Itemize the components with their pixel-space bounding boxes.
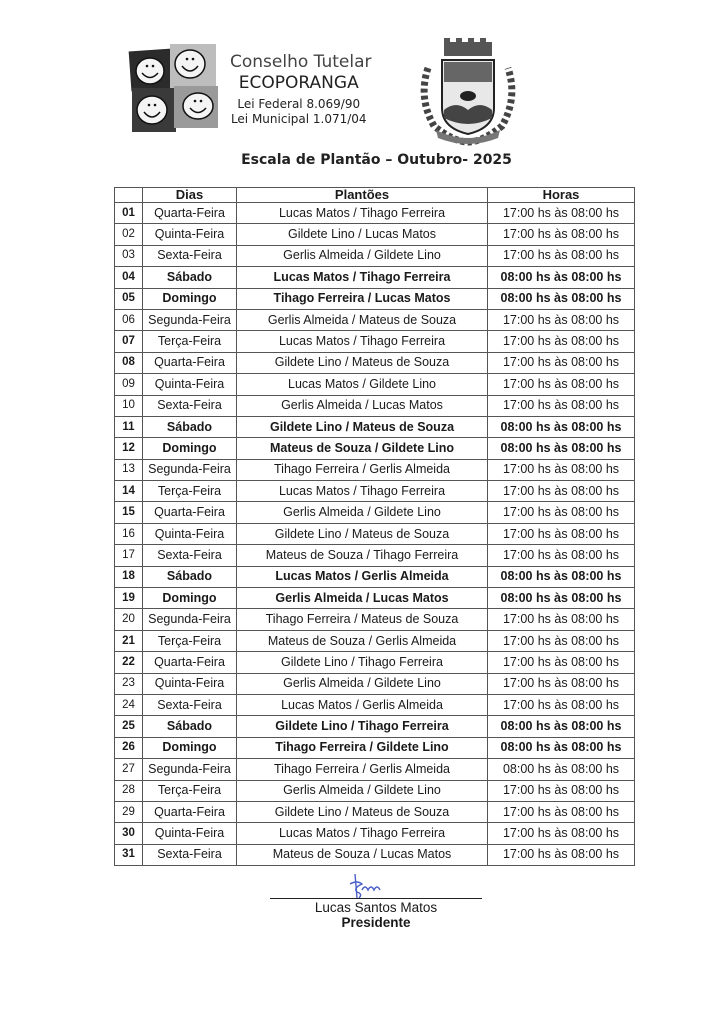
org-name: Conselho Tutelar <box>230 52 372 72</box>
column-header-number <box>115 188 143 203</box>
hours-cell: 17:00 hs às 08:00 hs <box>488 823 635 844</box>
table-row <box>115 481 635 502</box>
document-title: Escala de Plantão – Outubro- 2025 <box>241 152 512 168</box>
day-number-cell: 27 <box>115 759 143 780</box>
table-row <box>115 416 635 437</box>
shift-cell: Lucas Matos / Tihago Ferreira <box>237 203 488 224</box>
hours-cell: 08:00 hs às 08:00 hs <box>488 759 635 780</box>
hours-cell: 17:00 hs às 08:00 hs <box>488 331 635 352</box>
hours-cell: 17:00 hs às 08:00 hs <box>488 523 635 544</box>
table-row <box>115 673 635 694</box>
weekday-cell: Sexta-Feira <box>143 245 237 266</box>
hours-cell: 17:00 hs às 08:00 hs <box>488 309 635 330</box>
weekday-cell: Segunda-Feira <box>143 309 237 330</box>
shift-cell: Gildete Lino / Lucas Matos <box>237 224 488 245</box>
weekday-cell: Terça-Feira <box>143 331 237 352</box>
day-number-cell: 13 <box>115 459 143 480</box>
table-row <box>115 630 635 651</box>
signatory-name: Lucas Santos Matos <box>314 900 438 915</box>
hours-cell: 17:00 hs às 08:00 hs <box>488 780 635 801</box>
shift-cell: Lucas Matos / Gildete Lino <box>237 374 488 395</box>
table-row <box>115 801 635 822</box>
weekday-cell: Segunda-Feira <box>143 609 237 630</box>
duty-schedule-table <box>114 187 635 866</box>
shift-cell: Gildete Lino / Tihago Ferreira <box>237 716 488 737</box>
hours-cell: 17:00 hs às 08:00 hs <box>488 481 635 502</box>
shift-cell: Gerlis Almeida / Gildete Lino <box>237 502 488 523</box>
shift-cell: Gerlis Almeida / Gildete Lino <box>237 673 488 694</box>
weekday-cell: Quarta-Feira <box>143 352 237 373</box>
shift-cell: Lucas Matos / Gerlis Almeida <box>237 694 488 715</box>
day-number-cell: 18 <box>115 566 143 587</box>
hours-cell: 08:00 hs às 08:00 hs <box>488 416 635 437</box>
municipal-coat-of-arms-icon <box>414 38 522 148</box>
hours-cell: 17:00 hs às 08:00 hs <box>488 224 635 245</box>
table-row <box>115 245 635 266</box>
table-row <box>115 545 635 566</box>
shift-cell: Gerlis Almeida / Lucas Matos <box>237 395 488 416</box>
shift-cell: Tihago Ferreira / Lucas Matos <box>237 288 488 309</box>
weekday-cell: Sexta-Feira <box>143 395 237 416</box>
weekday-cell: Domingo <box>143 438 237 459</box>
column-header-shifts: Plantões <box>237 188 488 203</box>
table-row <box>115 438 635 459</box>
weekday-cell: Quarta-Feira <box>143 203 237 224</box>
weekday-cell: Quinta-Feira <box>143 374 237 395</box>
hours-cell: 08:00 hs às 08:00 hs <box>488 267 635 288</box>
signature-line <box>270 898 482 899</box>
day-number-cell: 09 <box>115 374 143 395</box>
signature-block <box>270 878 482 930</box>
shift-cell: Tihago Ferreira / Mateus de Souza <box>237 609 488 630</box>
table-row <box>115 694 635 715</box>
hours-cell: 17:00 hs às 08:00 hs <box>488 502 635 523</box>
day-number-cell: 30 <box>115 823 143 844</box>
shift-cell: Mateus de Souza / Gildete Lino <box>237 438 488 459</box>
day-number-cell: 26 <box>115 737 143 758</box>
weekday-cell: Terça-Feira <box>143 481 237 502</box>
law-municipal: Lei Municipal 1.071/04 <box>230 112 367 126</box>
weekday-cell: Domingo <box>143 288 237 309</box>
shift-cell: Gerlis Almeida / Gildete Lino <box>237 245 488 266</box>
day-number-cell: 28 <box>115 780 143 801</box>
table-row <box>115 224 635 245</box>
table-body <box>115 203 635 866</box>
table-row <box>115 780 635 801</box>
hours-cell: 17:00 hs às 08:00 hs <box>488 673 635 694</box>
shift-cell: Mateus de Souza / Tihago Ferreira <box>237 545 488 566</box>
table-row <box>115 374 635 395</box>
shift-cell: Lucas Matos / Tihago Ferreira <box>237 267 488 288</box>
hours-cell: 08:00 hs às 08:00 hs <box>488 716 635 737</box>
column-header-hours: Horas <box>488 188 635 203</box>
day-number-cell: 16 <box>115 523 143 544</box>
hours-cell: 08:00 hs às 08:00 hs <box>488 438 635 459</box>
table-row <box>115 737 635 758</box>
weekday-cell: Sexta-Feira <box>143 694 237 715</box>
weekday-cell: Quarta-Feira <box>143 801 237 822</box>
day-number-cell: 07 <box>115 331 143 352</box>
day-number-cell: 29 <box>115 801 143 822</box>
table-row <box>115 459 635 480</box>
weekday-cell: Sábado <box>143 716 237 737</box>
table-row <box>115 566 635 587</box>
shift-cell: Gildete Lino / Mateus de Souza <box>237 352 488 373</box>
table-row <box>115 288 635 309</box>
children-faces-logo-icon <box>126 42 224 134</box>
day-number-cell: 15 <box>115 502 143 523</box>
day-number-cell: 17 <box>115 545 143 566</box>
shift-cell: Tihago Ferreira / Gildete Lino <box>237 737 488 758</box>
organization-header <box>226 52 372 127</box>
weekday-cell: Terça-Feira <box>143 780 237 801</box>
shift-cell: Gildete Lino / Mateus de Souza <box>237 523 488 544</box>
shift-cell: Gildete Lino / Mateus de Souza <box>237 801 488 822</box>
shift-cell: Gerlis Almeida / Mateus de Souza <box>237 309 488 330</box>
signatory-role: Presidente <box>341 915 411 930</box>
shift-cell: Gildete Lino / Tihago Ferreira <box>237 652 488 673</box>
table-row <box>115 203 635 224</box>
table-row <box>115 523 635 544</box>
table-row <box>115 267 635 288</box>
hours-cell: 17:00 hs às 08:00 hs <box>488 374 635 395</box>
day-number-cell: 14 <box>115 481 143 502</box>
weekday-cell: Quinta-Feira <box>143 523 237 544</box>
weekday-cell: Segunda-Feira <box>143 759 237 780</box>
column-header-days: Dias <box>143 188 237 203</box>
shift-cell: Lucas Matos / Tihago Ferreira <box>237 481 488 502</box>
weekday-cell: Quinta-Feira <box>143 224 237 245</box>
day-number-cell: 04 <box>115 267 143 288</box>
weekday-cell: Sábado <box>143 267 237 288</box>
weekday-cell: Terça-Feira <box>143 630 237 651</box>
shift-cell: Lucas Matos / Tihago Ferreira <box>237 331 488 352</box>
day-number-cell: 08 <box>115 352 143 373</box>
hours-cell: 08:00 hs às 08:00 hs <box>488 288 635 309</box>
hours-cell: 17:00 hs às 08:00 hs <box>488 395 635 416</box>
table-row <box>115 352 635 373</box>
day-number-cell: 24 <box>115 694 143 715</box>
day-number-cell: 25 <box>115 716 143 737</box>
weekday-cell: Quarta-Feira <box>143 502 237 523</box>
table-row <box>115 502 635 523</box>
org-city: ECOPORANGA <box>238 73 359 93</box>
weekday-cell: Quinta-Feira <box>143 823 237 844</box>
day-number-cell: 10 <box>115 395 143 416</box>
day-number-cell: 22 <box>115 652 143 673</box>
table-row <box>115 716 635 737</box>
weekday-cell: Domingo <box>143 588 237 609</box>
weekday-cell: Quinta-Feira <box>143 673 237 694</box>
table-row <box>115 331 635 352</box>
shift-cell: Gerlis Almeida / Gildete Lino <box>237 780 488 801</box>
hours-cell: 17:00 hs às 08:00 hs <box>488 245 635 266</box>
day-number-cell: 03 <box>115 245 143 266</box>
hours-cell: 17:00 hs às 08:00 hs <box>488 630 635 651</box>
weekday-cell: Sábado <box>143 416 237 437</box>
shift-cell: Gerlis Almeida / Lucas Matos <box>237 588 488 609</box>
day-number-cell: 05 <box>115 288 143 309</box>
hours-cell: 17:00 hs às 08:00 hs <box>488 203 635 224</box>
shift-cell: Mateus de Souza / Gerlis Almeida <box>237 630 488 651</box>
weekday-cell: Sábado <box>143 566 237 587</box>
day-number-cell: 06 <box>115 309 143 330</box>
hours-cell: 17:00 hs às 08:00 hs <box>488 609 635 630</box>
hours-cell: 17:00 hs às 08:00 hs <box>488 801 635 822</box>
weekday-cell: Quarta-Feira <box>143 652 237 673</box>
weekday-cell: Segunda-Feira <box>143 459 237 480</box>
day-number-cell: 31 <box>115 844 143 865</box>
table-row <box>115 309 635 330</box>
shift-cell: Lucas Matos / Gerlis Almeida <box>237 566 488 587</box>
weekday-cell: Domingo <box>143 737 237 758</box>
weekday-cell: Sexta-Feira <box>143 844 237 865</box>
shift-cell: Tihago Ferreira / Gerlis Almeida <box>237 759 488 780</box>
hours-cell: 17:00 hs às 08:00 hs <box>488 652 635 673</box>
day-number-cell: 12 <box>115 438 143 459</box>
shift-cell: Lucas Matos / Tihago Ferreira <box>237 823 488 844</box>
hours-cell: 17:00 hs às 08:00 hs <box>488 352 635 373</box>
hours-cell: 17:00 hs às 08:00 hs <box>488 694 635 715</box>
day-number-cell: 20 <box>115 609 143 630</box>
table-row <box>115 609 635 630</box>
day-number-cell: 23 <box>115 673 143 694</box>
table-row <box>115 652 635 673</box>
day-number-cell: 01 <box>115 203 143 224</box>
hours-cell: 08:00 hs às 08:00 hs <box>488 737 635 758</box>
day-number-cell: 02 <box>115 224 143 245</box>
table-header-row <box>115 188 635 203</box>
hours-cell: 17:00 hs às 08:00 hs <box>488 459 635 480</box>
weekday-cell: Sexta-Feira <box>143 545 237 566</box>
table-row <box>115 844 635 865</box>
hours-cell: 17:00 hs às 08:00 hs <box>488 844 635 865</box>
shift-cell: Tihago Ferreira / Gerlis Almeida <box>237 459 488 480</box>
day-number-cell: 21 <box>115 630 143 651</box>
law-federal: Lei Federal 8.069/90 <box>237 97 361 111</box>
shift-cell: Gildete Lino / Mateus de Souza <box>237 416 488 437</box>
hours-cell: 08:00 hs às 08:00 hs <box>488 588 635 609</box>
hours-cell: 17:00 hs às 08:00 hs <box>488 545 635 566</box>
shift-cell: Mateus de Souza / Lucas Matos <box>237 844 488 865</box>
day-number-cell: 11 <box>115 416 143 437</box>
table-row <box>115 823 635 844</box>
day-number-cell: 19 <box>115 588 143 609</box>
table-row <box>115 759 635 780</box>
hours-cell: 08:00 hs às 08:00 hs <box>488 566 635 587</box>
table-row <box>115 588 635 609</box>
table-row <box>115 395 635 416</box>
